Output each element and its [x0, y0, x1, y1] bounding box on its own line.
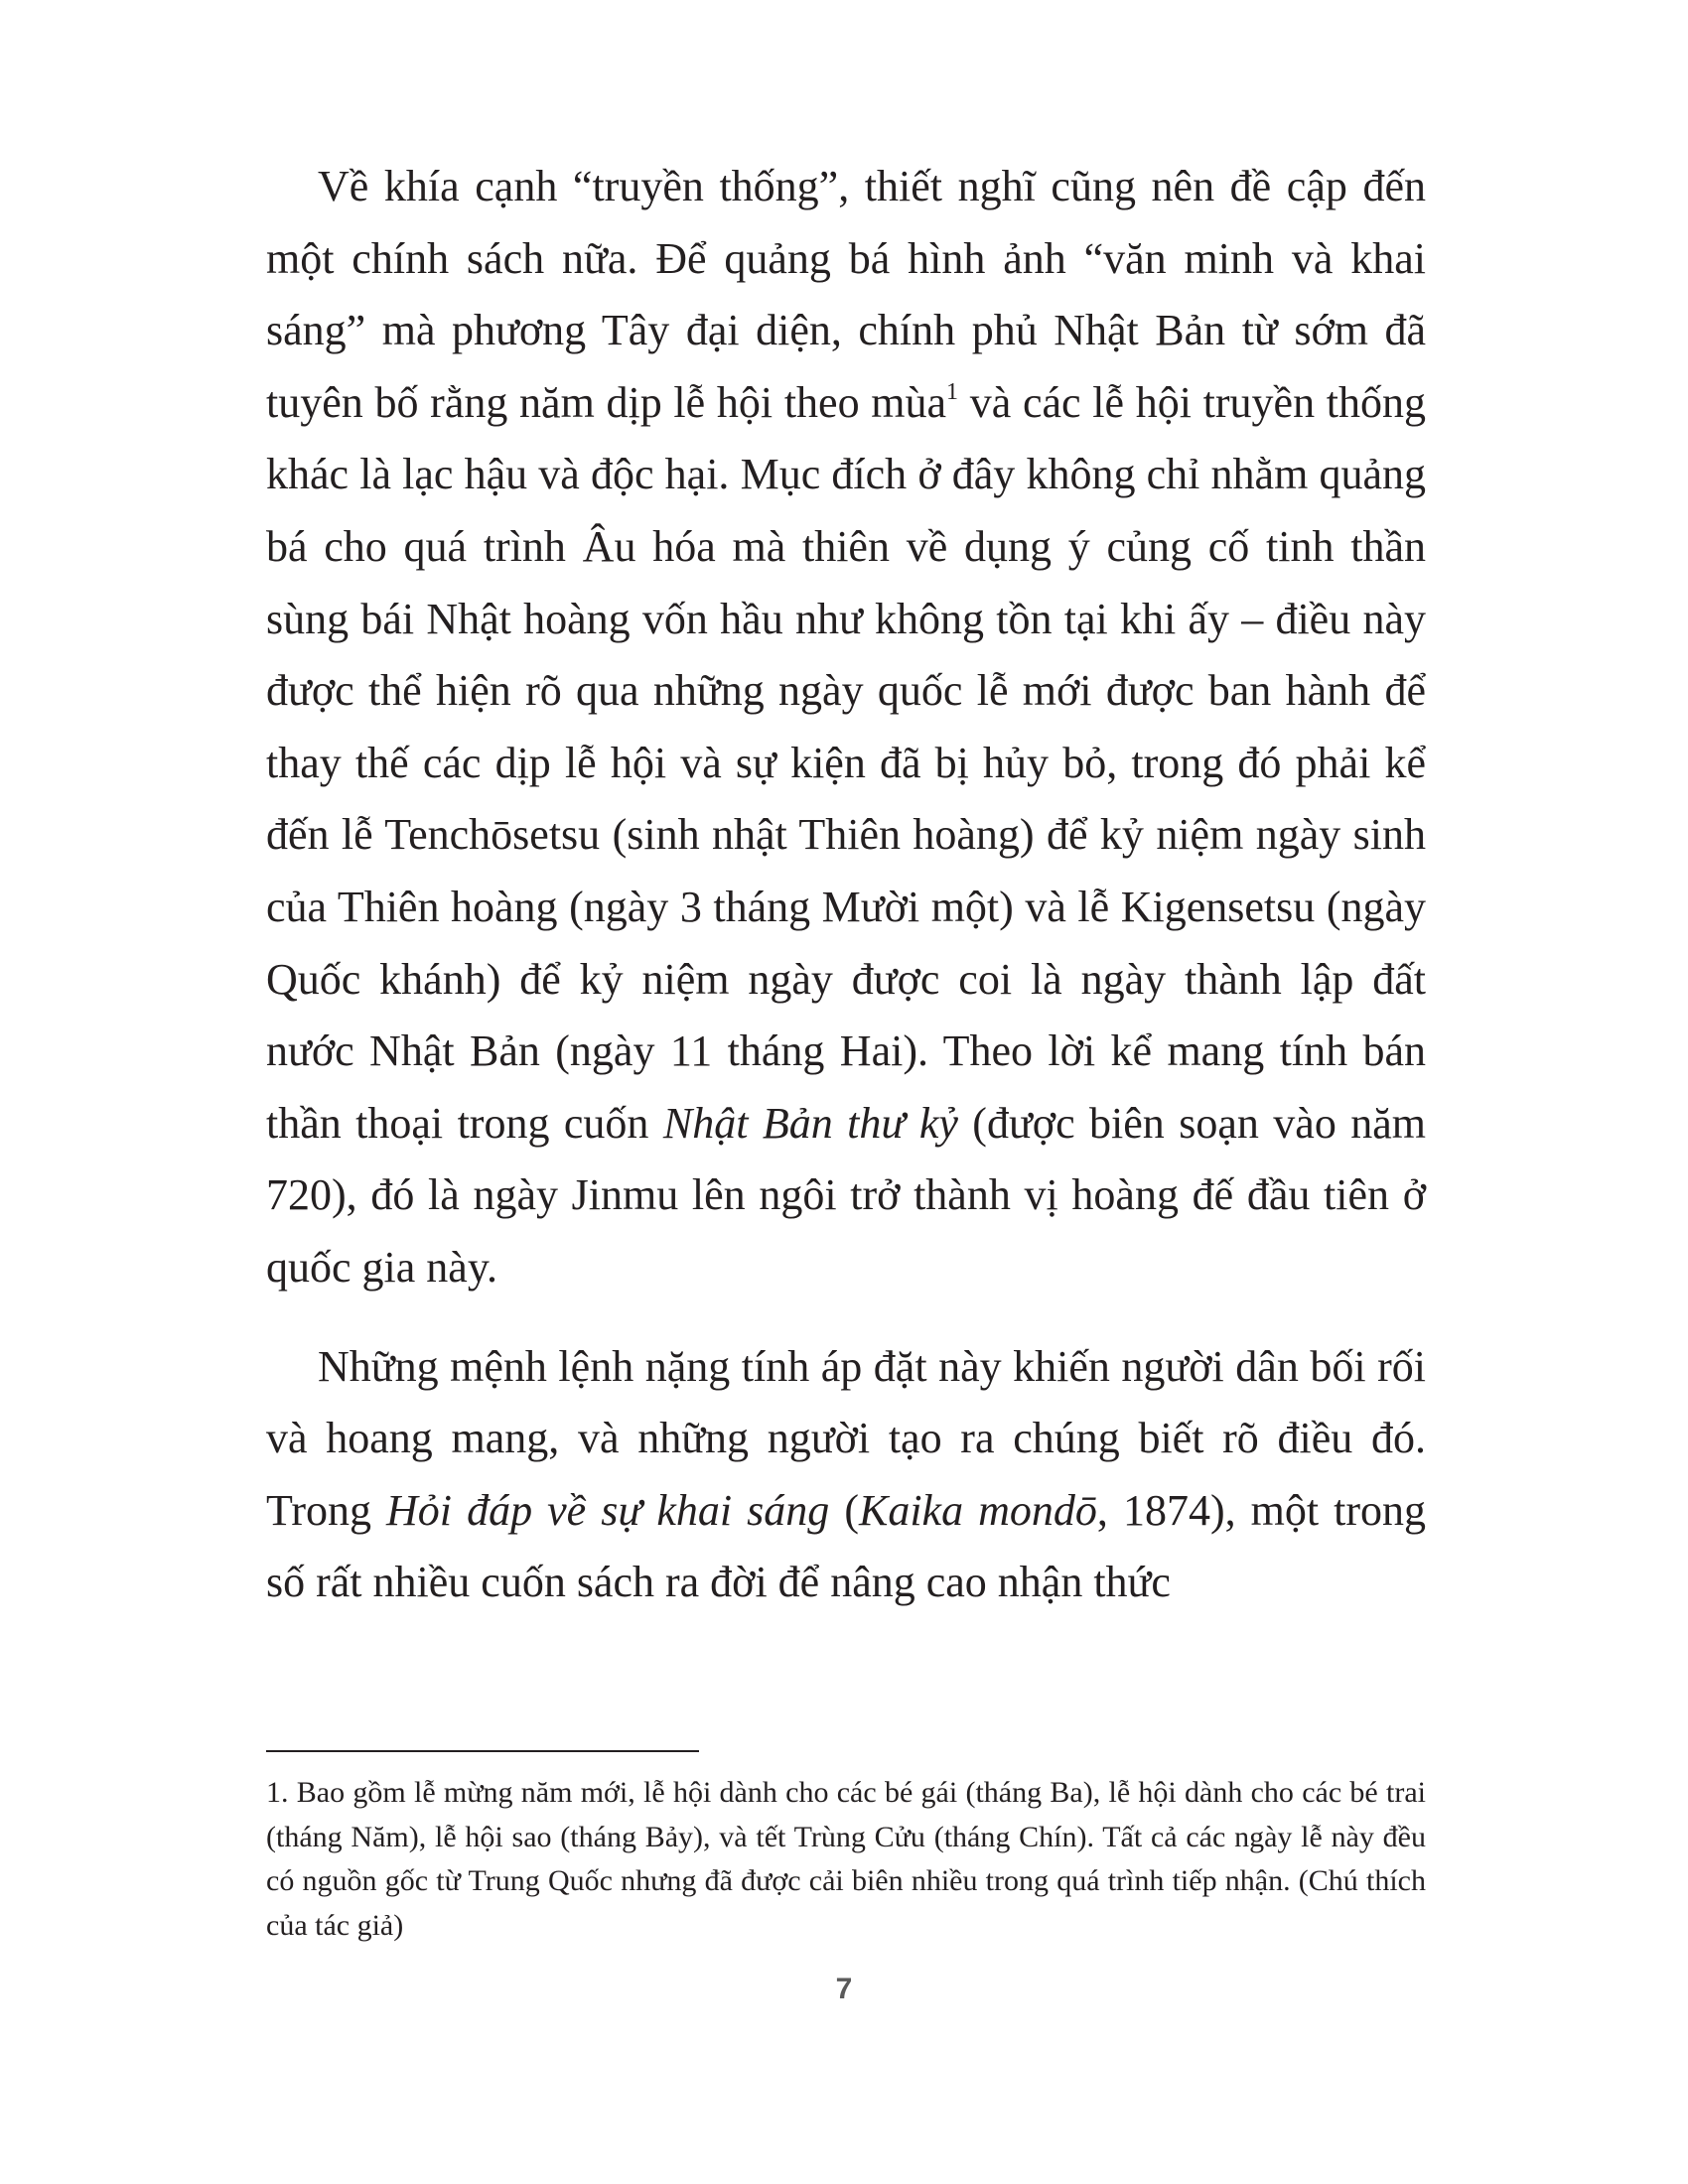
book-title-italic: Nhật Bản thư kỷ	[662, 1098, 958, 1148]
paragraph-2-run: (	[829, 1485, 859, 1535]
book-title-italic: Kaika mondō	[858, 1485, 1097, 1535]
paragraph-1-run: Về khía cạnh “truyền thống”, thiết nghĩ cũng nên đề cập đến một chính sách nữa. Để quảng bá hình ảnh “văn minh và khai sáng” mà phương Tây đại diện, chính phủ Nhật Bản từ sớm đã tuyên bố rằng năm dịp lễ hội theo mùa	[266, 162, 1426, 427]
paragraph-2	[266, 1331, 1426, 1619]
footnote-reference-1: 1	[946, 379, 959, 406]
book-title-italic: Hỏi đáp về sự khai sáng	[386, 1485, 830, 1535]
paragraph-1	[266, 151, 1426, 1304]
footnote: 1. Bao gồm lễ mừng năm mới, lễ hội dành cho các bé gái (tháng Ba), lễ hội dành cho các bé trai (tháng Năm), lễ hội sao (tháng Bảy), và tết Trùng Cửu (tháng Chín). Tất cả các ngày lễ này đều có nguồn gốc từ Trung Quốc nhưng đã được cải biên nhiều trong quá trình tiếp nhận. (Chú thích của tác giả)	[266, 1776, 1426, 1942]
footnote-divider	[266, 1750, 699, 1752]
paragraph-1-run: (được biên soạn vào năm 720), đó là ngày Jinmu lên ngôi trở thành vị hoàng đế đầu tiên ở quốc gia này.	[266, 1098, 1426, 1292]
page-number: 7	[835, 1973, 853, 2005]
paragraph-2-run: , 1874), một trong số rất nhiều cuốn sách ra đời để nâng cao nhận thức	[266, 1485, 1426, 1607]
paragraph-1-run: và các lễ hội truyền thống khác là lạc hậu và độc hại. Mục đích ở đây không chỉ nhằm quảng bá cho quá trình Âu hóa mà thiên về dụng ý củng cố tinh thần sùng bái Nhật hoàng vốn hầu như không tồn tại khi ấy – điều này được thể hiện rõ qua những ngày quốc lễ mới được ban hành để thay thế các dịp lễ hội và sự kiện đã bị hủy bỏ, trong đó phải kể đến lễ Tenchōsetsu (sinh nhật Thiên hoàng) để kỷ niệm ngày sinh của Thiên hoàng (ngày 3 tháng Mười một) và lễ Kigensetsu (ngày Quốc khánh) để kỷ niệm ngày được coi là ngày thành lập đất nước Nhật Bản (ngày 11 tháng Hai). Theo lời kể mang tính bán thần thoại trong cuốn	[266, 377, 1426, 1148]
body-text	[266, 151, 1426, 1619]
paragraph-2-run: Những mệnh lệnh nặng tính áp đặt này khiến người dân bối rối và hoang mang, và những người tạo ra chúng biết rõ điều đó. Trong	[266, 1341, 1426, 1535]
